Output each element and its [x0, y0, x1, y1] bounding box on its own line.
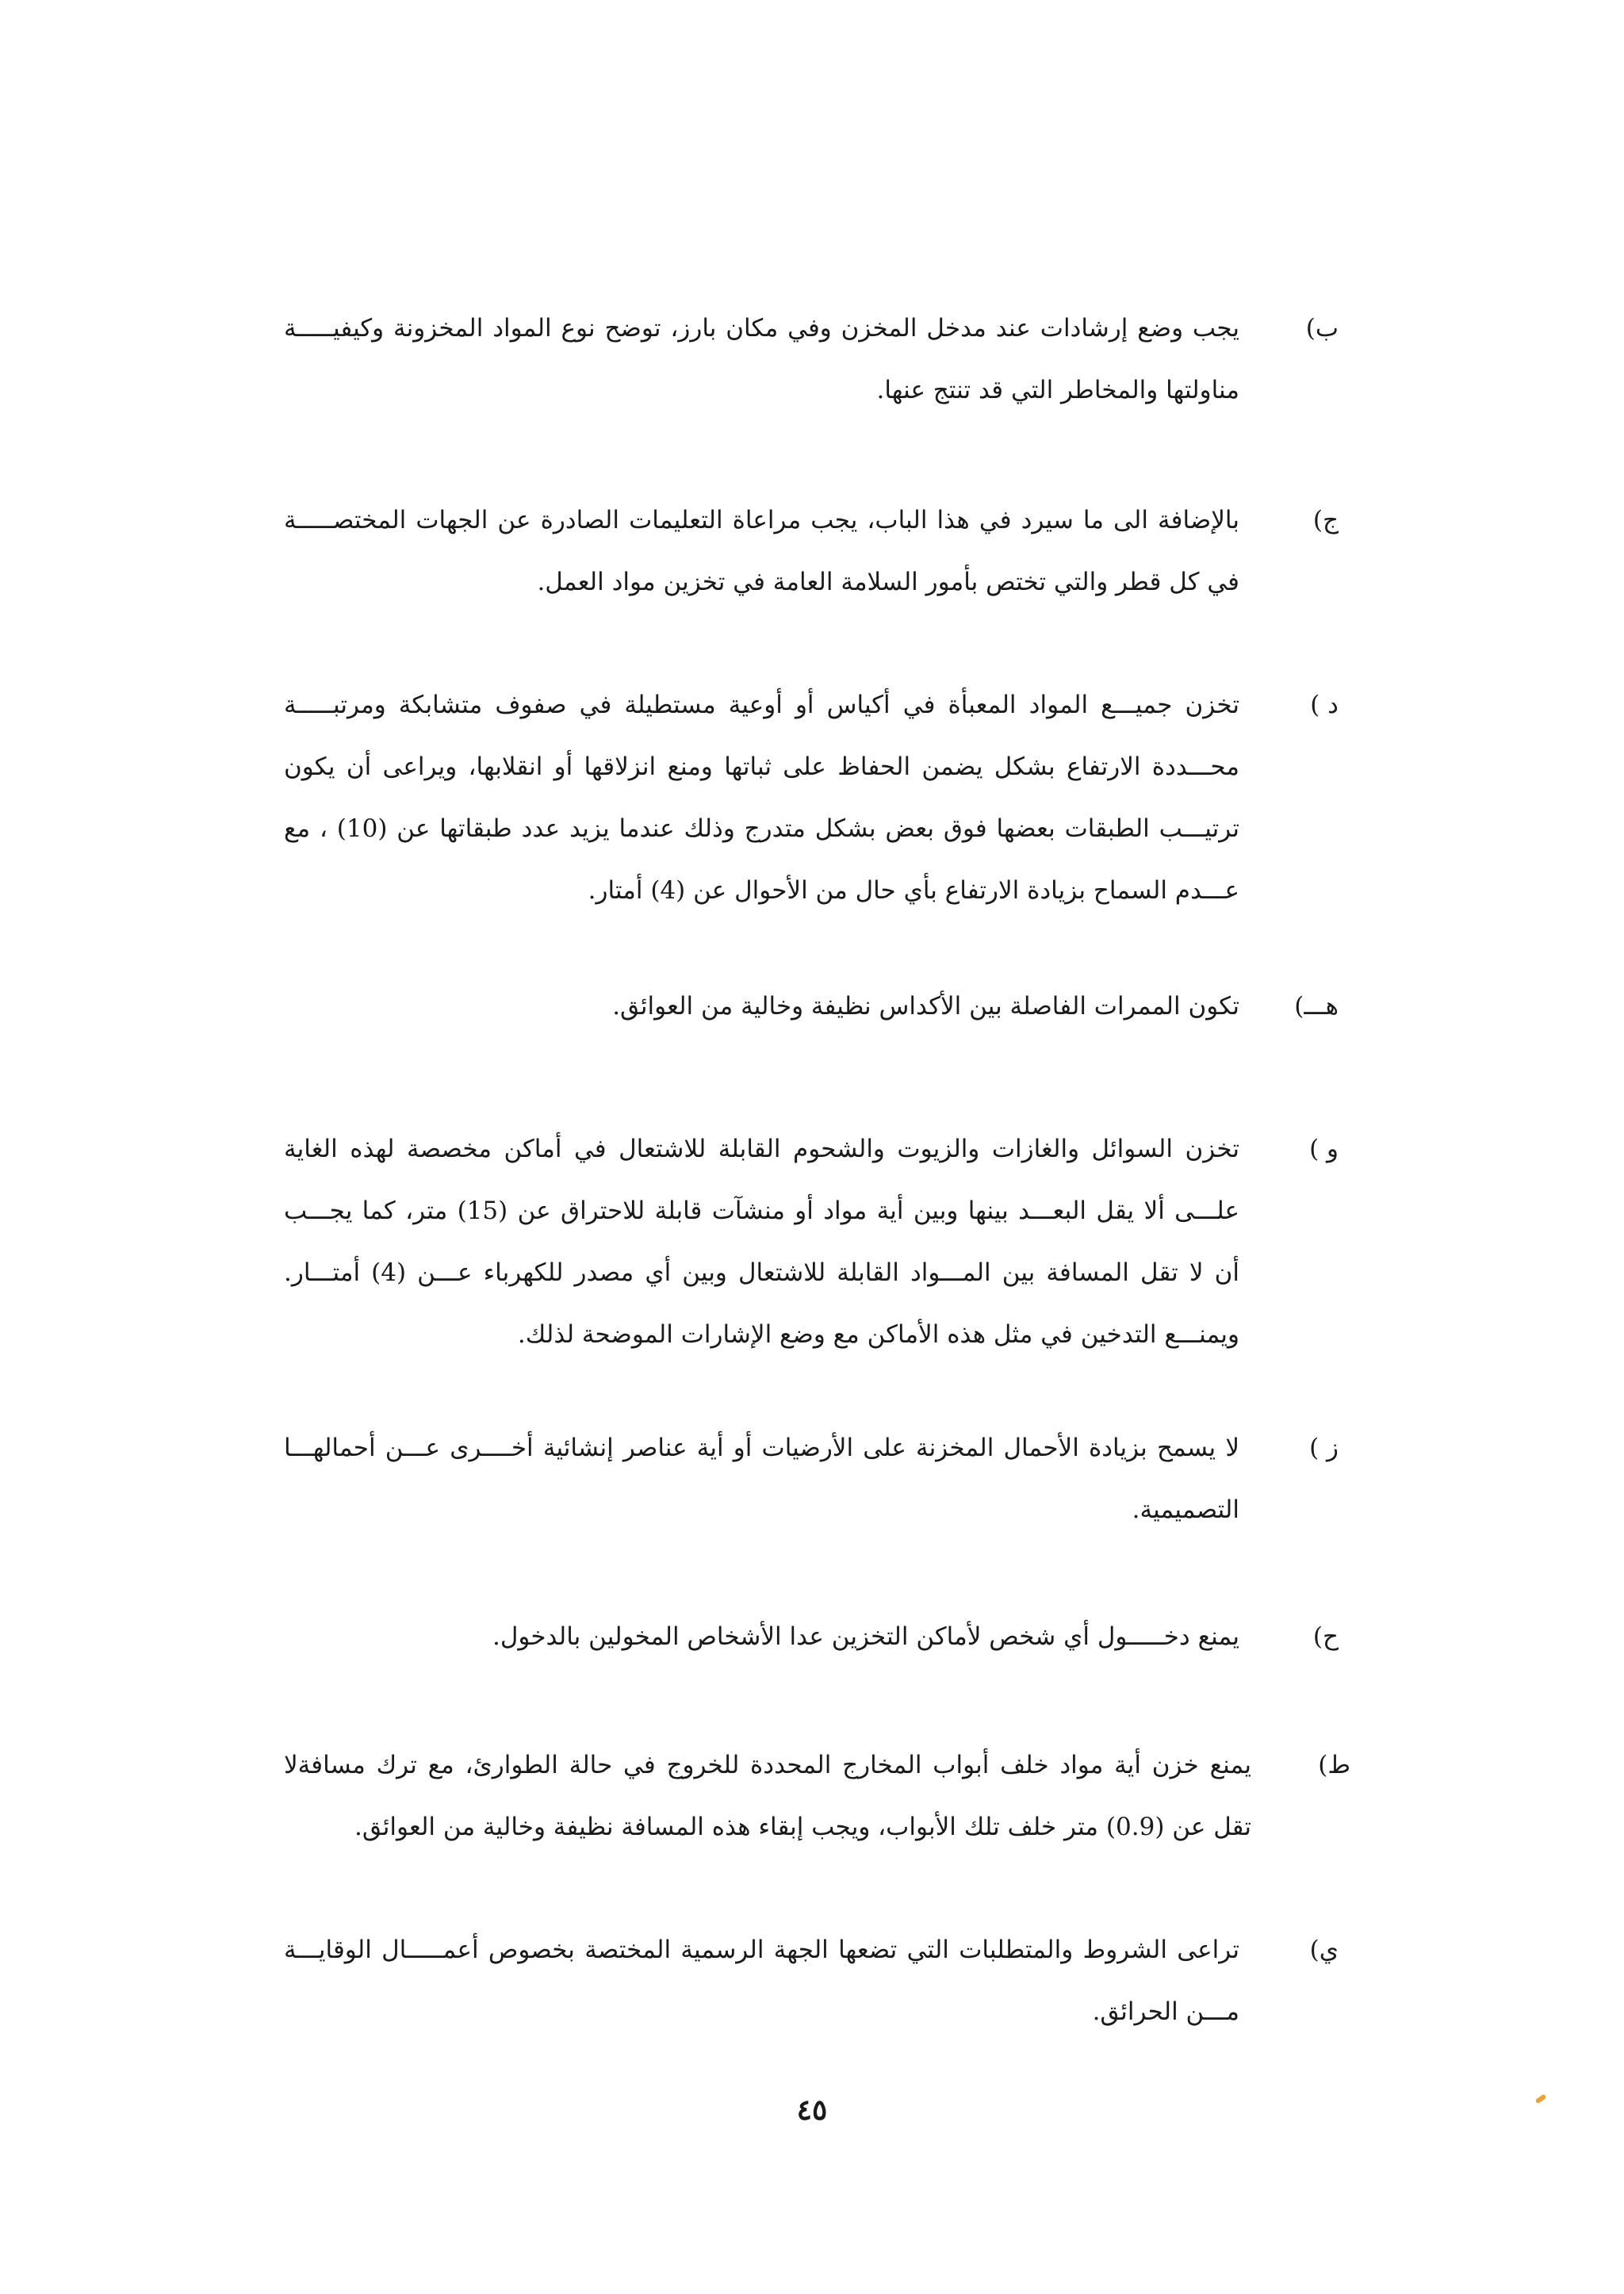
clause-text: يمنع خزن أية مواد خلف أبواب المخارج المحددة للخروج في حالة الطوارئ، مع ترك مسافةلا تقل عن (0.9) متر خلف تلك الأبواب، ويجب إبقاء هذه المسافة نظيفة وخالية من العوائق. [284, 1751, 1251, 1841]
clause-marker: ب) [1305, 314, 1339, 343]
clause-text: تكون الممرات الفاصلة بين الأكداس نظيفة وخالية من العوائق. [612, 992, 1239, 1021]
page-number: ٤٥ [796, 2093, 828, 2127]
clause-marker: ط) [1318, 1751, 1350, 1779]
clause-marker: ج) [1312, 506, 1339, 534]
clause-text: تخزن السوائل والغازات والزيوت والشحوم القابلة للاشتعال في أماكن مخصصة لهذه الغاية علـــى ألا يقل البعـــد بينها وبين أية مواد أو منشآت قابلة للاحتراق عن (15) متر، كما يجـــب أن لا تقل المسافة بين المـــواد القابلة للاشتعال وبين أي مصدر للكهرباء عـــن (4) أمتـــار. ويمنـــع التدخين في مثل هذه الأماكن مع وضع الإشارات الموضحة لذلك. [284, 1135, 1239, 1349]
clause-z [284, 1417, 1339, 1541]
clause-j [284, 489, 1339, 613]
clause-d [284, 674, 1339, 921]
clause-y [284, 1919, 1339, 2043]
clause-marker: د ) [1310, 691, 1339, 719]
clause-text: بالإضافة الى ما سيرد في هذا الباب، يجب مراعاة التعليمات الصادرة عن الجهات المختصـــــة في كل قطر والتي تختص بأمور السلامة العامة في تخزين مواد العمل. [284, 506, 1239, 596]
clause-h [284, 975, 1339, 1037]
clause-text: تخزن جميـــع المواد المعبأة في أكياس أو أوعية مستطيلة في صفوف متشابكة ومرتبـــــة محـــددة الارتفاع بشكل يضمن الحفاظ على ثباتها ومنع انزلاقها أو انقلابها، ويراعى أن يكون ترتيـــب الطبقات بعضها فوق بعض بشكل متدرج وذلك عندما يزيد عدد طبقاتها عن (10) ، مع عـــدم السماح بزيادة الارتفاع بأي حال من الأحوال عن (4) أمتار. [284, 691, 1239, 905]
clause-marker: و ) [1309, 1135, 1339, 1163]
clause-b [284, 297, 1339, 421]
clause-h2 [284, 1606, 1339, 1668]
clause-text: تراعى الشروط والمتطلبات التي تضعها الجهة الرسمية المختصة بخصوص أعمـــــال الوقايـــة مـــن الحرائق. [284, 1936, 1239, 2026]
clause-text: يمنع دخـــــول أي شخص لأماكن التخزين عدا الأشخاص المخولين بالدخول. [492, 1622, 1239, 1651]
clause-marker: ي) [1309, 1936, 1339, 1964]
clause-marker: ز ) [1309, 1434, 1339, 1462]
clause-w [284, 1118, 1339, 1365]
clause-marker: ح) [1312, 1622, 1339, 1651]
clause-marker: هـــ) [1294, 992, 1339, 1021]
clause-text: لا يسمح بزيادة الأحمال المخزنة على الأرضيات أو أية عناصر إنشائية أخــــرى عـــن أحمالهـــا التصميمية. [284, 1434, 1239, 1524]
clause-t [284, 1734, 1350, 1858]
clause-text: يجب وضع إرشادات عند مدخل المخزن وفي مكان بارز، توضح نوع المواد المخزونة وكيفيـــــة مناولتها والمخاطر التي قد تنتج عنها. [284, 314, 1239, 404]
